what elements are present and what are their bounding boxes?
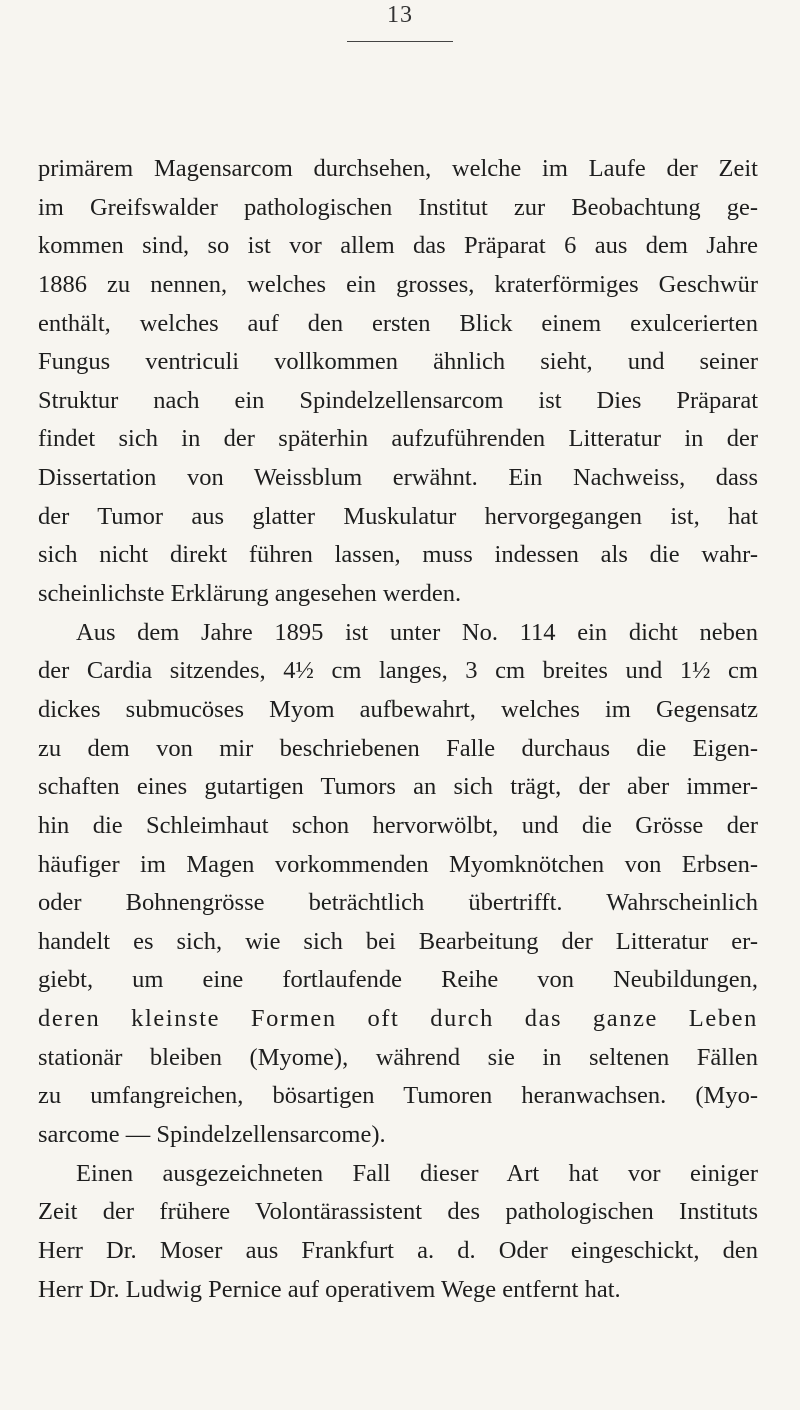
text-line: sarcome — Spindelzellensarcome).: [38, 1121, 386, 1149]
text-line: Fungus ventriculi vollkommen ähnlich sieht, und seiner: [38, 348, 758, 376]
text-line: Dissertation von Weissblum erwähnt. Ein Nachweiss, dass: [38, 464, 758, 492]
text-line: schaften eines gutartigen Tumors an sich trägt, der aber immer-: [38, 773, 758, 801]
text-line: stationär bleiben (Myome), während sie in seltenen Fällen: [38, 1043, 758, 1071]
text-line: Einen ausgezeichneten Fall dieser Art hat vor einiger: [76, 1159, 758, 1187]
text-line: giebt, um eine fortlaufende Reihe von Neubildungen,: [38, 966, 758, 994]
text-line: Aus dem Jahre 1895 ist unter No. 114 ein dicht neben: [76, 618, 758, 646]
text-line: sich nicht direkt führen lassen, muss indessen als die wahr-: [38, 541, 758, 569]
text-line: Herr Dr. Ludwig Pernice auf operativem Wege entfernt hat.: [38, 1275, 621, 1303]
body-text: [38, 150, 758, 1309]
text-line: handelt es sich, wie sich bei Bearbeitung der Litteratur er-: [38, 927, 758, 955]
text-line: kommen sind, so ist vor allem das Präparat 6 aus dem Jahre: [38, 232, 758, 260]
text-line: scheinlichste Erklärung angesehen werden.: [38, 580, 462, 608]
text-line: zu umfangreichen, bösartigen Tumoren heranwachsen. (Myo-: [38, 1082, 758, 1110]
text-line: Struktur nach ein Spindelzellensarcom ist Dies Präparat: [38, 386, 758, 414]
text-line: im Greifswalder pathologischen Institut zur Beobachtung ge-: [38, 193, 758, 221]
text-line: hin die Schleimhaut schon hervorwölbt, und die Grösse der: [38, 811, 758, 839]
text-line: primärem Magensarcom durchsehen, welche im Laufe der Zeit: [38, 155, 758, 182]
page-number: 13: [387, 2, 413, 28]
text-line: dickes submucöses Myom aufbewahrt, welches im Gegensatz: [38, 695, 758, 723]
text-line: deren kleinste Formen oft durch das ganze Leben: [38, 1005, 758, 1033]
text-line: häufiger im Magen vorkommenden Myomknötchen von Erbsen-: [38, 850, 758, 878]
header-rule: [347, 41, 453, 42]
text-line: Herr Dr. Moser aus Frankfurt a. d. Oder eingeschickt, den: [38, 1236, 758, 1264]
text-line: findet sich in der späterhin aufzuführenden Litteratur in der: [38, 425, 758, 453]
text-line: der Cardia sitzendes, 4½ cm langes, 3 cm breites und 1½ cm: [38, 657, 758, 685]
text-line: oder Bohnengrösse beträchtlich übertrifft. Wahrscheinlich: [38, 889, 758, 917]
text-line: enthält, welches auf den ersten Blick einem exulcerierten: [38, 309, 758, 337]
text-line: der Tumor aus glatter Muskulatur hervorgegangen ist, hat: [38, 502, 758, 530]
text-line: zu dem von mir beschriebenen Falle durchaus die Eigen-: [38, 734, 758, 762]
text-line: Zeit der frühere Volontärassistent des pathologischen Instituts: [38, 1198, 758, 1226]
text-line: 1886 zu nennen, welches ein grosses, kraterförmiges Geschwür: [38, 270, 758, 298]
